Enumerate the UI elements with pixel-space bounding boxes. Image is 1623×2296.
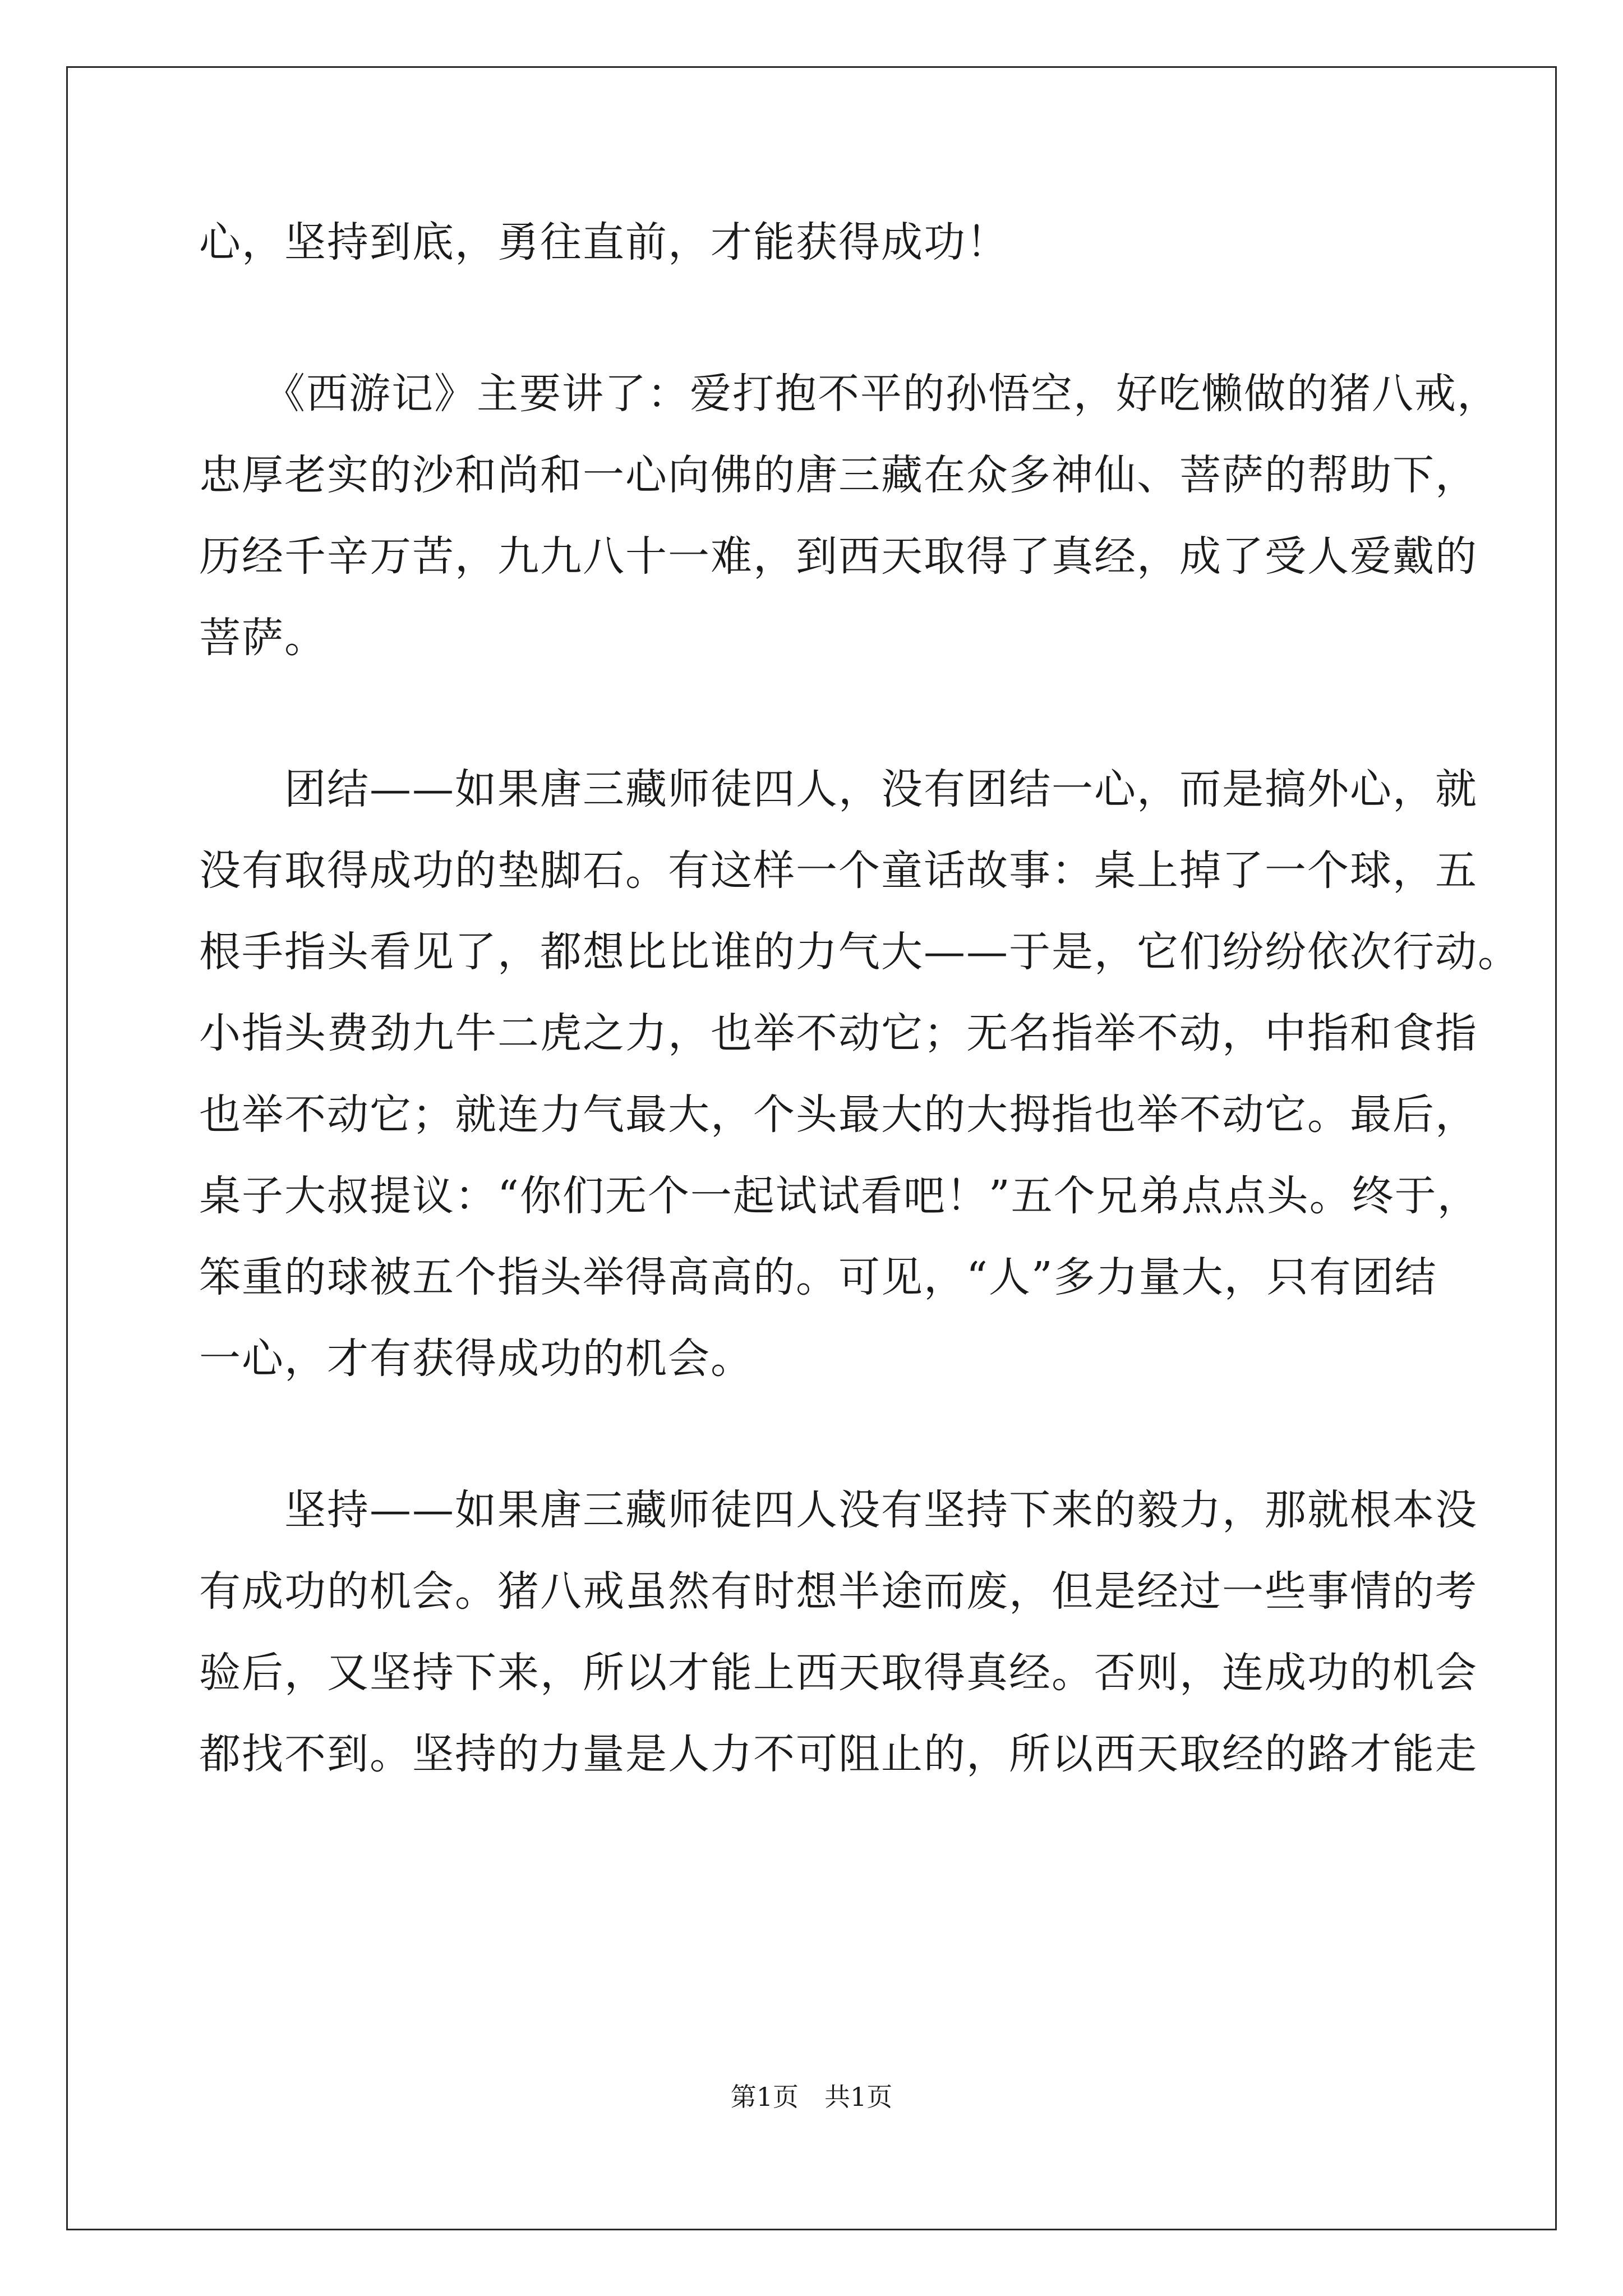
paragraph-summary [199,353,1500,679]
text-line: 心，坚持到底，勇往直前，才能获得成功！ [199,218,1009,266]
text-line: 验后，又坚持下来，所以才能上西天取得真经。否则，连成功的机会 [199,1649,1478,1697]
text-line: 笨重的球被五个指头举得高高的。可见，“人”多力量大，只有团结 [199,1253,1437,1301]
text-line: 历经千辛万苦，九九八十一难，到西天取得了真经，成了受人爱戴的 [199,532,1478,581]
paragraph-persistence [199,1470,1478,1795]
paragraph-continuation [199,202,1455,283]
paragraph-unity [199,749,1520,1400]
text-line: 一心，才有获得成功的机会。 [199,1335,753,1383]
text-line: 根手指头看见了，都想比比谁的力气大——于是，它们纷纷依次行动。 [199,928,1520,976]
text-line: 团结——如果唐三藏师徒四人，没有团结一心，而是搞外心，就 [199,765,1478,813]
page-number-footer: 第1页 共1页 [730,2082,893,2112]
text-line: 桌子大叔提议：“你们无个一起试试看吧！”五个兄弟点点头。终于， [199,1172,1480,1220]
text-line: 也举不动它；就连力气最大，个头最大的大拇指也举不动它。最后， [199,1091,1478,1139]
text-line: 小指头费劲九牛二虎之力，也举不动它；无名指举不动，中指和食指 [199,1009,1478,1057]
text-line: 《西游记》主要讲了：爱打抱不平的孙悟空，好吃懒做的猪八戒， [199,370,1500,418]
text-line: 坚持——如果唐三藏师徒四人没有坚持下来的毅力，那就根本没 [199,1486,1478,1534]
text-line: 菩萨。 [199,614,327,662]
document-body [199,202,1520,1795]
text-line: 都找不到。坚持的力量是人力不可阻止的，所以西天取经的路才能走 [199,1730,1478,1778]
text-line: 忠厚老实的沙和尚和一心向佛的唐三藏在众多神仙、菩萨的帮助下， [199,451,1478,499]
text-line: 有成功的机会。猪八戒虽然有时想半途而废，但是经过一些事情的考 [199,1567,1478,1616]
text-line: 没有取得成功的垫脚石。有这样一个童话故事：桌上掉了一个球，五 [199,846,1478,895]
